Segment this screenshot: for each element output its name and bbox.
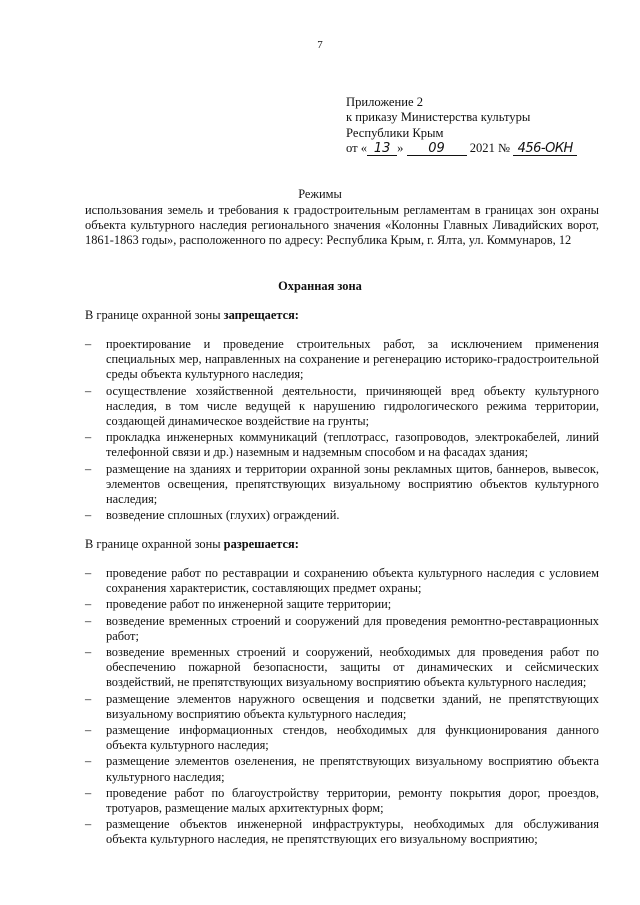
appendix-title: Приложение 2 bbox=[346, 95, 424, 109]
page-number: 7 bbox=[317, 39, 323, 51]
appendix-date-line bbox=[346, 141, 606, 156]
list-item: – проведение работ по инженерной защите территории; bbox=[85, 597, 599, 612]
list-item: – проведение работ по реставрации и сохранению объекта культурного наследия с условием сохранения характеристик, составляющих предмет охраны; bbox=[85, 566, 599, 596]
list-item: – размещение на зданиях и территории охранной зоны рекламных щитов, баннеров, вывесок, элементов освещения, препятствующих визуальному восприятию объектов культурного наследия; bbox=[85, 462, 599, 508]
list-item: – проведение работ по благоустройству территории, ремонту покрытия дорог, проездов, тротуаров, размещение малых архитектурных форм; bbox=[85, 786, 599, 816]
prohibited-intro-bold: запрещается: bbox=[223, 308, 299, 322]
handwritten-day: 13 bbox=[367, 142, 397, 156]
prohibited-intro bbox=[85, 308, 299, 323]
allowed-list bbox=[85, 566, 599, 849]
list-item: – возведение сплошных (глухих) ограждений. bbox=[85, 508, 599, 523]
handwritten-order-number: 456-ОКН bbox=[513, 142, 577, 156]
allowed-intro bbox=[85, 537, 299, 552]
list-item: – размещение элементов наружного освещения и подсветки зданий, не препятствующих визуальному восприятию объекта культурного наследия; bbox=[85, 692, 599, 722]
list-item: – осуществление хозяйственной деятельности, причиняющей вред объекту культурного наследия, в том числе ведущей к нарушению гидрологического режима территории, создающей динамическое воздействие на грунты; bbox=[85, 384, 599, 430]
list-item: – проектирование и проведение строительных работ, за исключением применения специальных мер, направленных на сохранение и регенерацию историко-градостроительной среды объекта культурного наследия; bbox=[85, 337, 599, 383]
section-title: Охранная зона bbox=[278, 279, 362, 293]
prohibited-intro-text: В границе охранной зоны bbox=[85, 308, 224, 322]
list-item: – размещение объектов инженерной инфраструктуры, необходимых для обслуживания объекта культурного наследия, не препятствующих его визуальному восприятию; bbox=[85, 817, 599, 847]
handwritten-month: 09 bbox=[407, 142, 467, 156]
appendix-header bbox=[346, 95, 606, 157]
list-item: – размещение информационных стендов, необходимых для функционирования данного объекта культурного наследия; bbox=[85, 723, 599, 753]
date-mid: » bbox=[397, 141, 404, 156]
list-item: – возведение временных строений и сооружений, необходимых для проведения работ по обеспечению пожарной безопасности, защиты от динамических и сейсмических воздействий, не препятствующих визуальному восприятию объекта культурного наследия; bbox=[85, 645, 599, 691]
list-item: – возведение временных строений и сооружений для проведения ремонтно-реставрационных работ; bbox=[85, 614, 599, 644]
appendix-order-ref: к приказу Министерства культуры bbox=[346, 110, 531, 125]
prohibited-list bbox=[85, 337, 599, 524]
list-item: – размещение элементов озеленения, не препятствующих визуальному восприятию объекта культурного наследия; bbox=[85, 754, 599, 784]
date-year: 2021 № bbox=[469, 141, 511, 156]
document-heading: Режимы bbox=[298, 187, 342, 201]
document-subtitle: использования земель и требования к градостроительным регламентам в границах зон охраны объекта культурного наследия регионального значения «Колонны Главных Ливадийских ворот, 1861-1863 годы», расположенного по адресу: Республика Крым, г. Ялта, ул. Коммунаров, 12 bbox=[85, 203, 599, 248]
appendix-ministry: Республики Крым bbox=[346, 125, 444, 140]
date-prefix: от « bbox=[346, 141, 368, 156]
allowed-intro-text: В границе охранной зоны bbox=[85, 537, 224, 551]
list-item: – прокладка инженерных коммуникаций (теплотрасс, газопроводов, электрокабелей, линий телефонной связи и др.) наземным и надземным способом и на фасадах здания; bbox=[85, 430, 599, 460]
allowed-intro-bold: разрешается: bbox=[223, 537, 299, 551]
